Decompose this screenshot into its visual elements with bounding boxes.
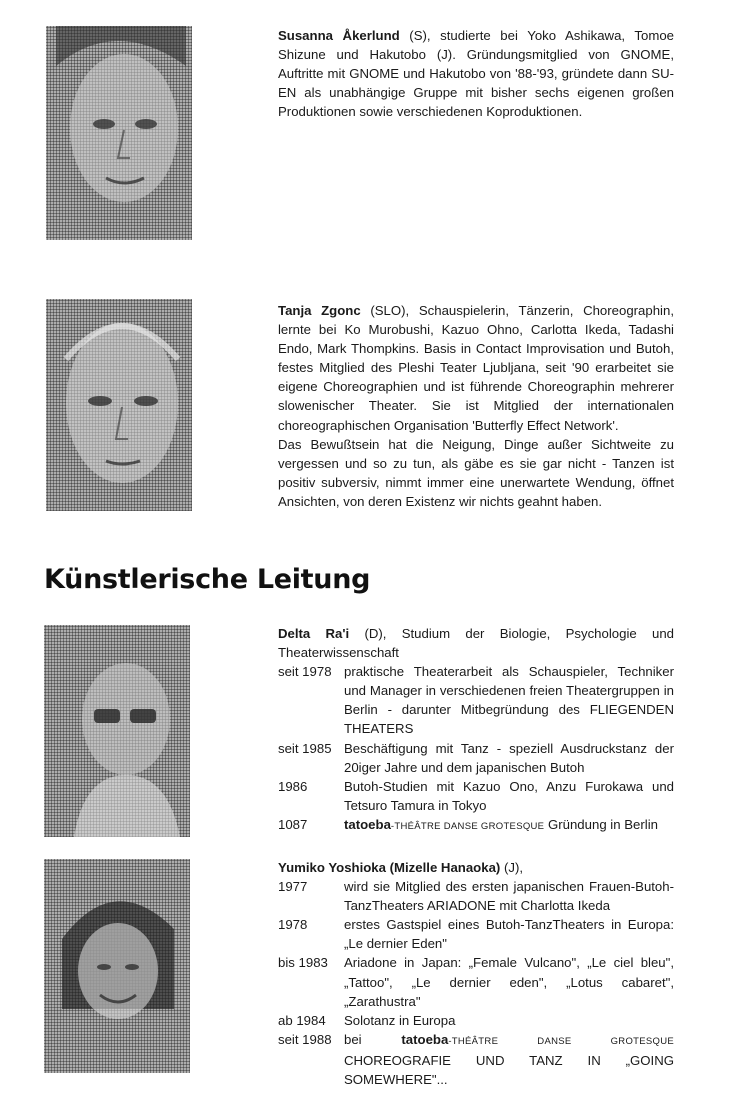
director-bio-block <box>278 624 674 836</box>
timeline-year: seit 1988 <box>278 1031 332 1047</box>
timeline-entry <box>278 815 674 836</box>
portrait-photo <box>46 299 192 511</box>
timeline-text: wird sie Mitglied des ersten japanischen Frauen-Butoh-TanzTheaters ARIADONE mit Charlotta Ikeda <box>344 879 674 914</box>
timeline-entry <box>278 739 674 777</box>
director-name: Delta Ra'i <box>278 626 350 641</box>
timeline-year: bis 1983 <box>278 955 328 971</box>
artist-bio-text: (S), studierte bei Yoko Ashikawa, Tomoe Shizune und Hakutobo (J). Gründungsmitglied von GNOME, Auftritte mit GNOME und Hakutobo von '88-'93, gründete dann SU-EN als unabhängige Gruppe mit bisher sechs eigenen großen Produktionen sowie verschiedenen Koproduktionen. <box>278 28 674 120</box>
timeline-year: 1087 <box>278 816 308 832</box>
timeline-text: Butoh-Studien mit Kazuo Ono, Anzu Furokawa und Tetsuro Tamura in Tokyo <box>344 778 674 813</box>
timeline-year: 1977 <box>278 879 308 895</box>
timeline-entry <box>278 1011 674 1030</box>
artist-name: Susanna Åkerlund <box>278 28 400 43</box>
timeline <box>278 877 674 1089</box>
artist-bio-text: (SLO), Schauspielerin, Tänzerin, Choreographin, lernte bei Ko Murobushi, Kazuo Ohno, Carlotta Ikeda, Tadashi Endo, Mark Thompkins. Basis in Contact Improvisation und Butoh, festes Mitglied des Pleshi Teater Ljubljana, seit '90 erarbeitet sie eigene Choreographien und ist führende Choreographin mehrerer slowenischer Theater. Sie ist Mitglied der internationalen choreographischen Organisation 'Butterfly Effect Network'. <box>278 303 674 433</box>
timeline-text: Solotanz in Europa <box>344 1012 456 1028</box>
portrait-photo <box>46 26 192 240</box>
timeline-text: Ariadone in Japan: „Female Vulcano", „Le ciel bleu", „Tattoo", „Le dernier eden", „Lotus cabaret", „Zarathustra" <box>344 955 674 1009</box>
director-intro <box>278 624 674 662</box>
artist-bio-block <box>278 26 674 121</box>
portrait-photo <box>44 625 190 837</box>
timeline-entry <box>278 1030 674 1089</box>
artist-name: Tanja Zgonc <box>278 303 361 318</box>
timeline-year: 1978 <box>278 917 308 933</box>
timeline-year: seit 1985 <box>278 740 332 756</box>
artist-bio <box>278 301 674 435</box>
director-intro-text: (J), <box>500 860 524 875</box>
brand-suffix: -THÉÂTRE DANSE GROTESQUE <box>390 820 545 832</box>
timeline-entry <box>278 777 674 815</box>
brand-name: tatoeba <box>344 816 391 832</box>
timeline-year: 1986 <box>278 778 308 794</box>
timeline-entry <box>278 662 674 738</box>
artist-bio-block <box>278 301 674 511</box>
brand-name: tatoeba <box>401 1031 449 1047</box>
timeline <box>278 662 674 836</box>
timeline-year: ab 1984 <box>278 1012 326 1028</box>
timeline-entry <box>278 953 674 1010</box>
artist-quote: Das Bewußtsein hat die Neigung, Dinge außer Sichtweite zu vergessen und so zu tun, als gäbe es sie gar nicht - Tanzen ist positiv subversiv, nimmt immer eine unerwartete Wendung, öffnet Ansichten, von deren Existenz wir nichts geahnt haben. <box>278 436 674 509</box>
artist-bio <box>278 26 674 121</box>
page-heading: Künstlerische Leitung <box>44 564 371 595</box>
timeline-text: CHOREOGRAFIE UND TANZ IN „GOING SOMEWHERE"... <box>344 1052 674 1088</box>
timeline-entry <box>278 877 674 915</box>
brand-suffix: -THÉÂTRE DANSE GROTESQUE <box>448 1035 674 1047</box>
timeline-entry <box>278 915 674 953</box>
timeline-text: praktische Theaterarbeit als Schauspieler, Techniker und Manager in verschiedenen freien Theatergruppen in Berlin - darunter Mitbegründung des FLIEGENDEN THEATERS <box>344 664 674 737</box>
director-name: Yumiko Yoshioka (Mizelle Hanaoka) <box>278 860 501 875</box>
director-intro-text: (D), Studium der Biologie, Psychologie und Theaterwissenschaft <box>278 626 674 661</box>
timeline-prefix: bei <box>344 1031 402 1047</box>
timeline-text: Gründung in Berlin <box>544 816 658 832</box>
timeline-text: erstes Gastspiel eines Butoh-TanzTheaters in Europa: „Le dernier Eden" <box>344 917 674 952</box>
director-bio-block <box>278 858 674 1089</box>
timeline-year: seit 1978 <box>278 664 332 680</box>
timeline-text: Beschäftigung mit Tanz - speziell Ausdruckstanz der 20iger Jahre und dem japanischen Butoh <box>344 740 674 775</box>
director-intro <box>278 858 674 877</box>
portrait-photo <box>44 859 190 1073</box>
timeline-desc <box>344 815 674 836</box>
timeline-desc <box>344 1030 674 1089</box>
